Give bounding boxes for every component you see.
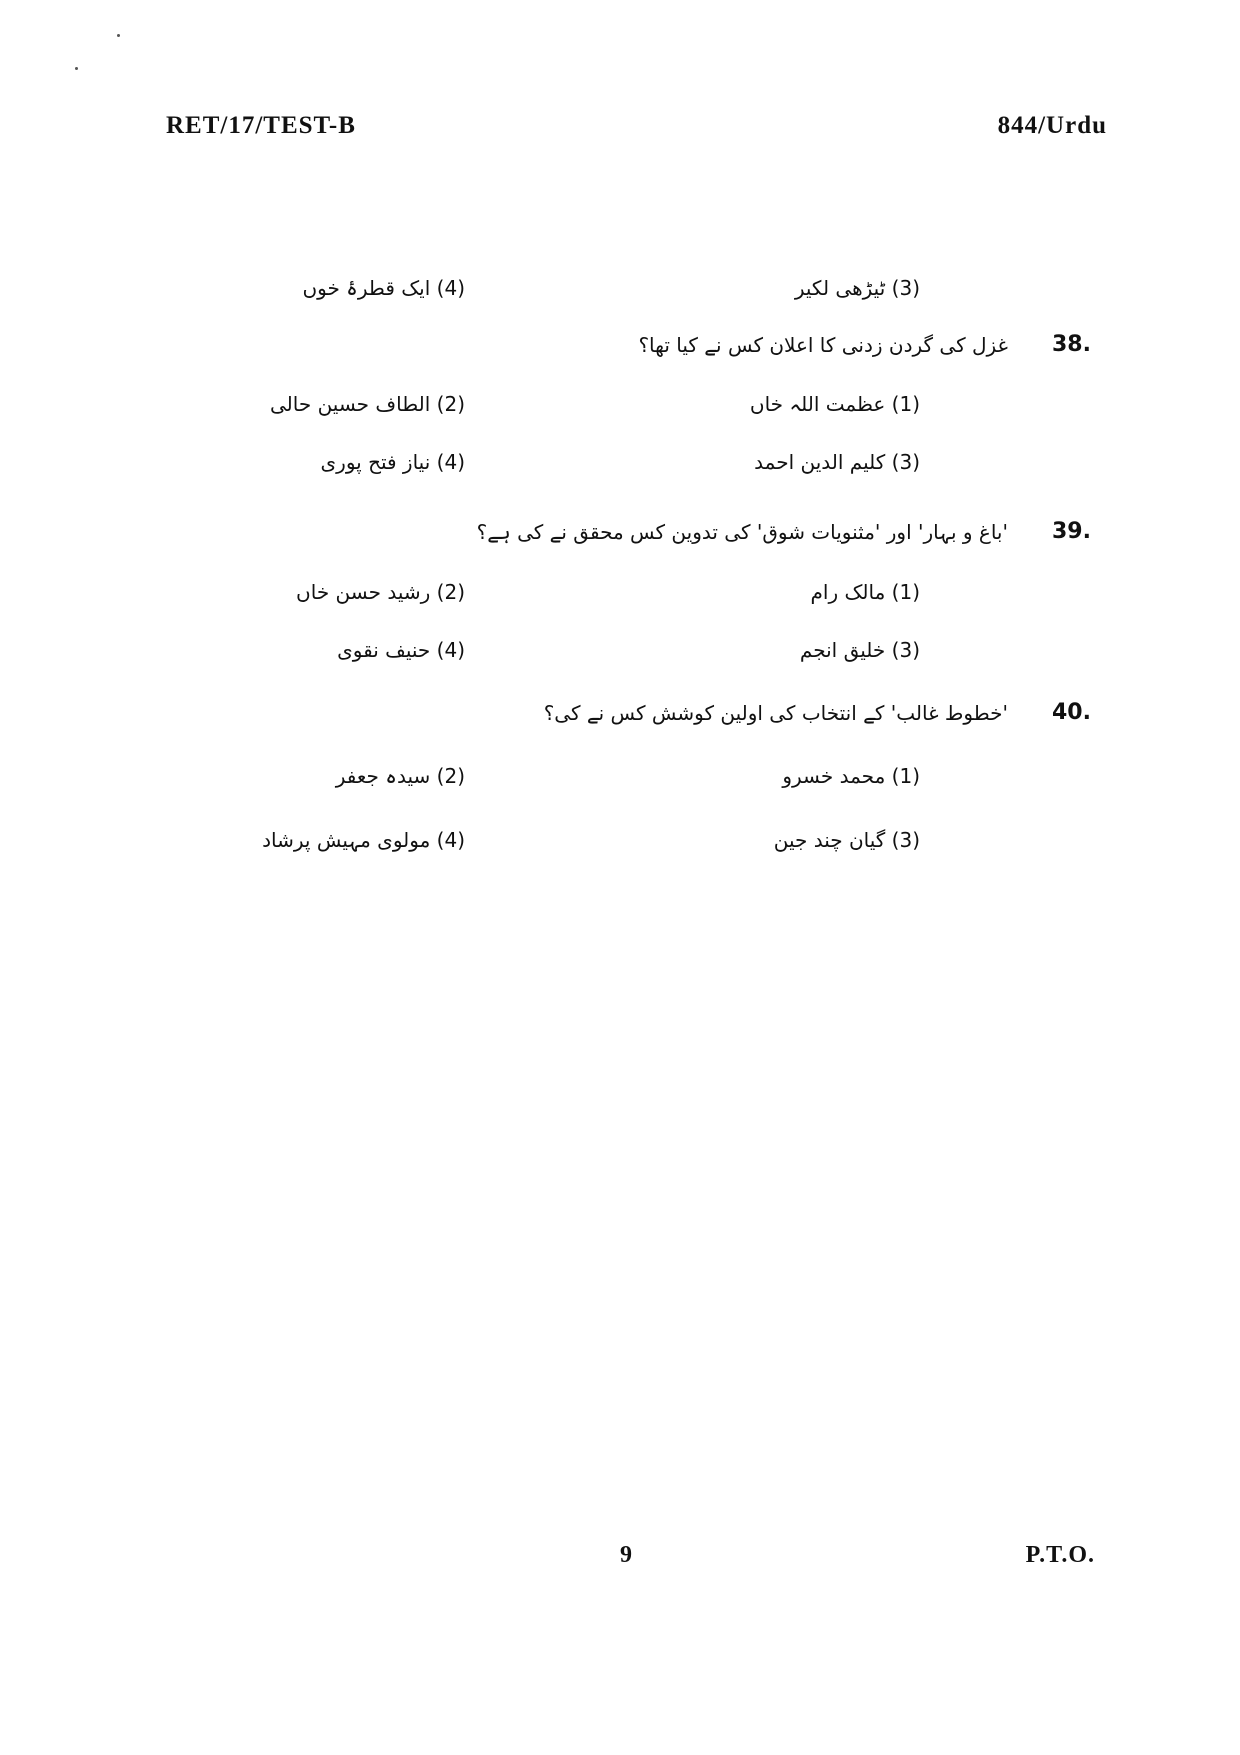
option-1: (1) محمد خسرو [782, 764, 920, 788]
option-4: (4) ایک قطرۂ خوں [302, 276, 465, 300]
option-4: (4) حنیف نقوی [337, 638, 465, 662]
q39-options-row-1 [0, 572, 1240, 612]
option-3: (3) کلیم الدین احمد [754, 450, 920, 474]
option-4: (4) نیاز فتح پوری [320, 450, 465, 474]
option-3: (3) گیان چند جین [773, 828, 920, 852]
question-text: 'باغ و بہار' اور 'مثنویات شوق' کی تدوین کس محقق نے کی ہے؟ [476, 520, 1008, 544]
option-4: (4) مولوی مہیش پرشاد [262, 828, 465, 852]
option-3: (3) خلیق انجم [799, 638, 920, 662]
page-number: 9 [620, 1542, 632, 1568]
option-3: (3) ٹیڑھی لکیر [794, 276, 920, 300]
q38-options-row-2 [0, 442, 1240, 482]
option-1: (1) مالک رام [810, 580, 920, 604]
question-39 [0, 512, 1240, 552]
q40-options-row-2 [0, 820, 1240, 860]
q40-options-row-1 [0, 756, 1240, 796]
option-2: (2) رشید حسن خاں [296, 580, 465, 604]
option-2: (2) سیدہ جعفر [335, 764, 465, 788]
question-text: 'خطوط غالب' کے انتخاب کی اولین کوشش کس نے کی؟ [543, 701, 1008, 725]
option-1: (1) عظمت اللہ خاں [749, 392, 920, 416]
subject-code: 844/Urdu [997, 112, 1107, 139]
q38-options-row-1 [0, 384, 1240, 424]
scan-speck [75, 67, 78, 70]
question-number: 38. [1052, 332, 1091, 357]
please-turn-over: P.T.O. [1025, 1542, 1095, 1568]
q39-options-row-2 [0, 630, 1240, 670]
question-number: 40. [1052, 700, 1091, 725]
scan-speck [117, 34, 120, 37]
question-40 [0, 693, 1240, 733]
question-38 [0, 325, 1240, 365]
question-text: غزل کی گردن زدنی کا اعلان کس نے کیا تھا؟ [638, 333, 1008, 357]
q37-options-row [0, 268, 1240, 308]
paper-code: RET/17/TEST-B [166, 112, 356, 139]
question-number: 39. [1052, 519, 1091, 544]
option-2: (2) الطاف حسین حالی [270, 392, 465, 416]
